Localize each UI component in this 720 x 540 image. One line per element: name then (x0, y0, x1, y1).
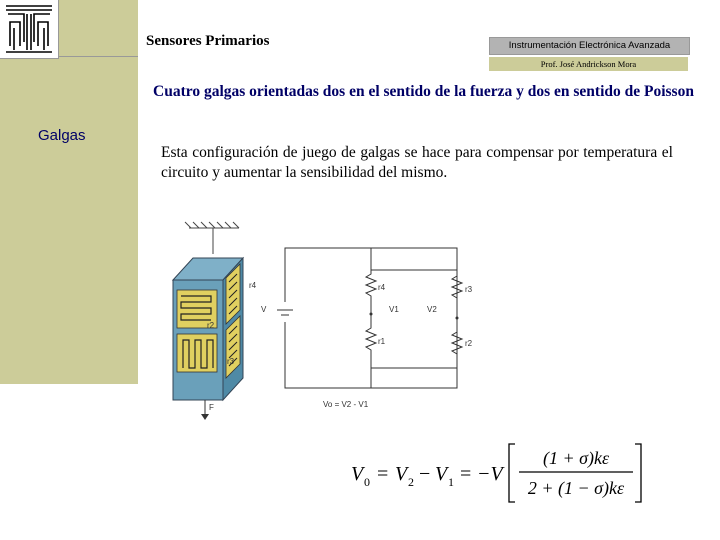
svg-text:=: = (460, 463, 472, 485)
voltage-label: V (261, 305, 267, 314)
formula-v2: V (395, 463, 408, 485)
svg-text:−: − (419, 463, 431, 485)
output-equation: Vo = V2 - V1 (323, 400, 369, 409)
formula-denominator: 2 + (1 − σ)kε (527, 478, 625, 498)
strain-gauge-diagram (161, 218, 478, 423)
page-title: Sensores Primarios (146, 33, 270, 49)
node-v1-label: V1 (389, 305, 399, 314)
resistor-r2-label: r2 (465, 339, 473, 348)
section-label: Galgas (38, 127, 86, 144)
block-label-r4: r4 (249, 281, 257, 290)
professor-banner: Prof. José Andrickson Mora (489, 57, 688, 71)
institution-banner: Instrumentación Electrónica Avanzada (489, 37, 690, 55)
bullet-main: Cuatro galgas orientadas dos en el sentido de la fuerza y dos en sentido de Poisson (153, 83, 694, 100)
header-divider (58, 56, 138, 57)
node-v2-label: V2 (427, 305, 437, 314)
logo-icon (0, 0, 58, 58)
formula-neg-v: −V (477, 463, 503, 485)
formula-numerator: (1 + σ)kε (542, 448, 610, 468)
resistor-r3-label: r3 (465, 285, 473, 294)
bullet-sub: Esta configuración de juego de galgas se hace para compensar por temperatura el circuito y aumentar la sensibilidad del mismo. (161, 144, 673, 181)
formula-v2-sub: 2 (408, 475, 414, 489)
svg-text:=: = (377, 463, 389, 485)
force-label: F (209, 403, 214, 412)
output-voltage-formula (345, 440, 645, 505)
formula-v1: V (435, 463, 448, 485)
formula-v0-sub: 0 (364, 475, 370, 489)
block-label-r2: r2 (207, 321, 215, 330)
formula-v1-sub: 1 (448, 475, 454, 489)
resistor-r1-label: r1 (378, 337, 386, 346)
institution-logo (0, 0, 59, 59)
formula-v0: V (351, 463, 364, 485)
resistor-r4-label: r4 (378, 283, 386, 292)
block-label-r3: r3 (227, 357, 235, 366)
